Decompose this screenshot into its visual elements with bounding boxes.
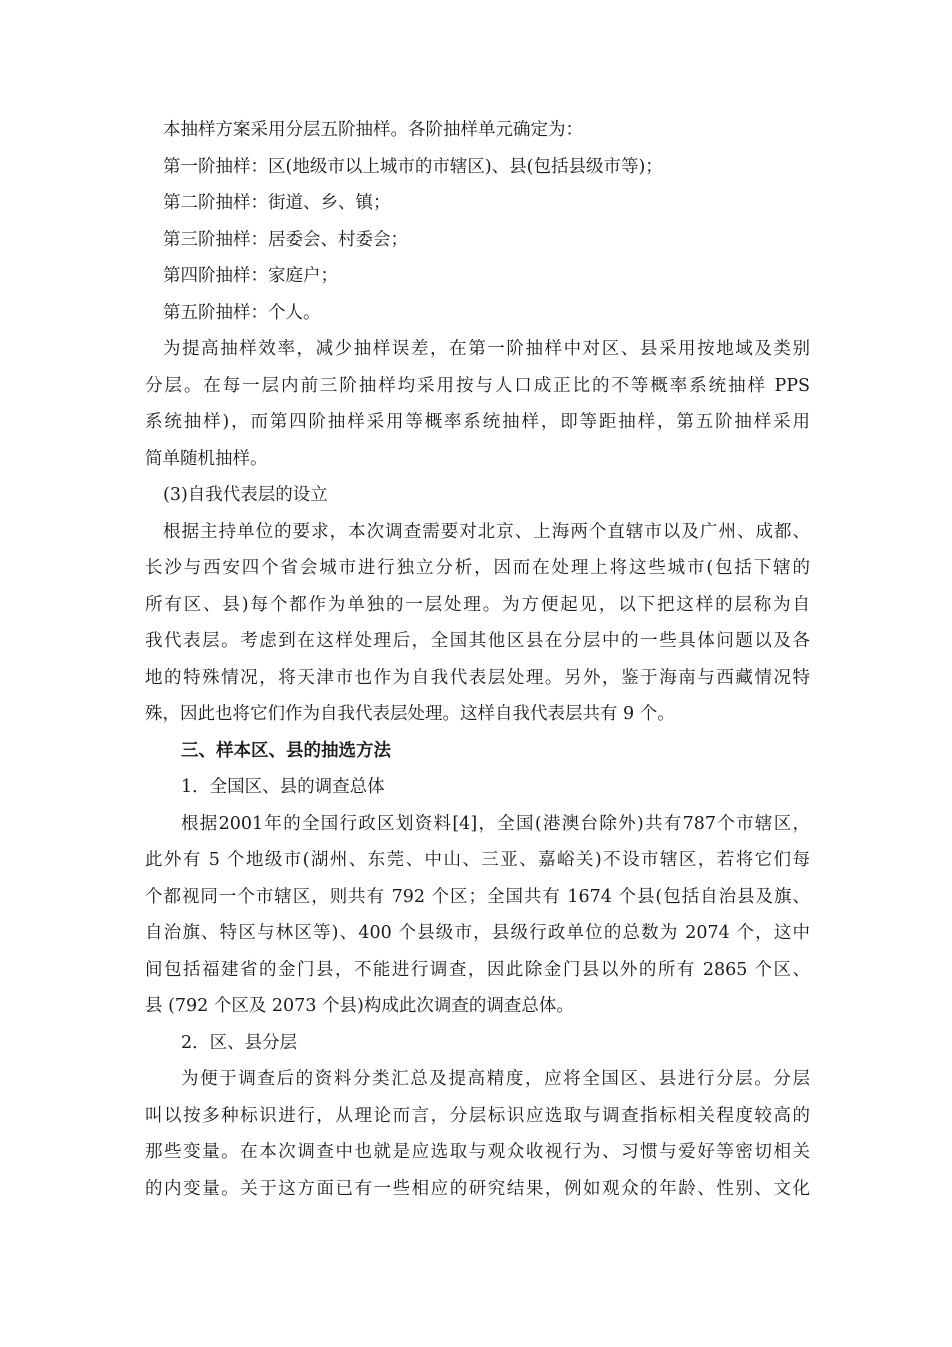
text-line: 长沙与西安四个省会城市进行独立分析，因而在处理上将这些城市(包括下辖的 bbox=[145, 558, 810, 578]
text-line: 第一阶抽样：区(地级市以上城市的市辖区)、县(包括县级市等)； bbox=[163, 156, 663, 177]
text-line: 为便于调查后的资料分类汇总及提高精度，应将全国区、县进行分层。分层 bbox=[181, 1069, 810, 1089]
section-heading: 三、样本区、县的抽选方法 bbox=[181, 740, 391, 761]
text-line: 地的特殊情况，将天津市也作为自我代表层处理。另外，鉴于海南与西藏情况特 bbox=[145, 667, 810, 688]
text-line: 所有区、县)每个都作为单独的一层处理。为方便起见，以下把这样的层称为自 bbox=[145, 594, 810, 615]
text-line: 分层。在每一层内前三阶抽样均采用按与人口成正比的不等概率系统抽样 PPS bbox=[145, 375, 810, 396]
text-line: 叫以按多种标识进行，从理论而言，分层标识应选取与调查指标相关程度较高的 bbox=[145, 1105, 810, 1126]
text-line: (3)自我代表层的设立 bbox=[163, 485, 328, 505]
text-line: 我代表层。考虑到在这样处理后，全国其他区县在分层中的一些具体问题以及各 bbox=[145, 631, 810, 651]
text-line: 的内变量。关于这方面已有一些相应的研究结果，例如观众的年龄、性别、文化 bbox=[145, 1178, 810, 1199]
document-body bbox=[145, 112, 810, 1207]
text-line: 系统抽样)，而第四阶抽样采用等概率系统抽样，即等距抽样，第五阶抽样采用 bbox=[145, 412, 810, 432]
text-line: 县 (792 个区及 2073 个县)构成此次调查的调查总体。 bbox=[145, 996, 574, 1016]
text-line: 第三阶抽样：居委会、村委会； bbox=[163, 229, 408, 250]
text-line: 那些变量。在本次调查中也就是应选取与观众收视行为、习惯与爱好等密切相关 bbox=[145, 1142, 810, 1162]
text-line: 间包括福建省的金门县，不能进行调查，因此除金门县以外的所有 2865 个区、 bbox=[145, 959, 810, 980]
text-line: 根据2001年的全国行政区划资料[4]，全国(港澳台除外)共有787个市辖区， bbox=[181, 813, 810, 834]
text-line: 根据主持单位的要求，本次调查需要对北京、上海两个直辖市以及广州、成都、 bbox=[163, 521, 810, 542]
text-line: 2．区、县分层 bbox=[181, 1032, 298, 1053]
text-line: 第四阶抽样：家庭户； bbox=[163, 266, 338, 286]
text-line: 为提高抽样效率，减少抽样误差，在第一阶抽样中对区、县采用按地域及类别 bbox=[163, 339, 810, 359]
text-line: 殊，因此也将它们作为自我代表层处理。这样自我代表层共有 9 个。 bbox=[145, 704, 675, 724]
text-line: 本抽样方案采用分层五阶抽样。各阶抽样单元确定为： bbox=[163, 120, 583, 140]
text-line: 自治旗、特区与林区等)、400 个县级市，县级行政单位的总数为 2074 个，这中 bbox=[145, 923, 810, 943]
text-line: 此外有 5 个地级市(湖州、东莞、中山、三亚、嘉峪关)不设市辖区，若将它们每 bbox=[145, 850, 810, 870]
text-line: 个都视同一个市辖区，则共有 792 个区；全国共有 1674 个县(包括自治县及旗、 bbox=[145, 886, 810, 907]
text-line: 第二阶抽样：街道、乡、镇； bbox=[163, 193, 391, 213]
text-line: 1．全国区、县的调查总体 bbox=[181, 777, 385, 797]
text-line: 简单随机抽样。 bbox=[145, 448, 268, 469]
text-line: 第五阶抽样：个人。 bbox=[163, 302, 321, 323]
